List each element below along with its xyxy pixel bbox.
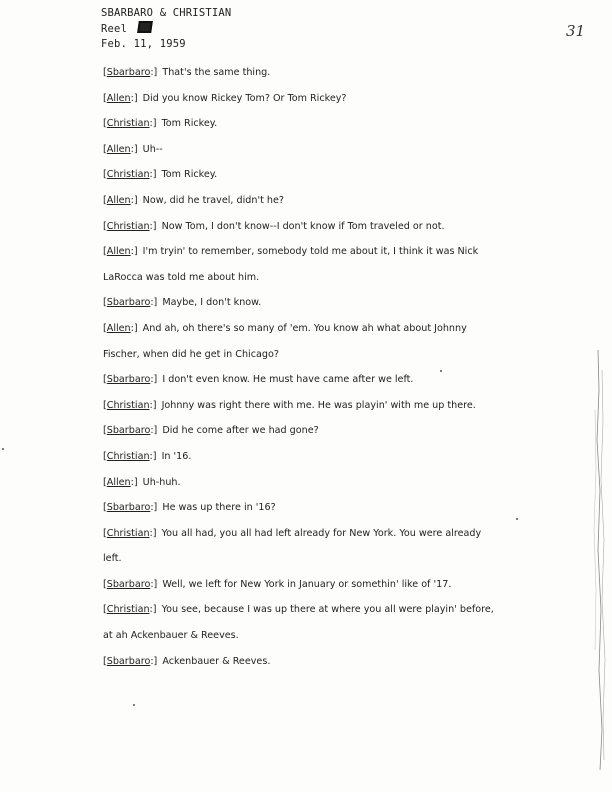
header-title: SBARBARO & CHRISTIAN — [101, 7, 232, 19]
transcript-line — [103, 66, 573, 92]
speaker-name: Allen — [106, 322, 131, 334]
transcript-line — [103, 220, 573, 246]
speaker-tag: [Sbarbaro:] — [103, 425, 161, 437]
speaker-name: Sbarbaro — [106, 297, 151, 309]
utterance-text: Tom Rickey. — [161, 169, 218, 181]
speaker-tag: [Allen:] — [103, 246, 141, 258]
utterance-text: Now, did he travel, didn't he? — [142, 194, 284, 206]
speaker-tag: [Sbarbaro:] — [103, 502, 161, 514]
stray-mark — [516, 518, 518, 520]
header-reel — [101, 21, 231, 37]
speaker-name: Sbarbaro — [106, 374, 151, 386]
speaker-name: Christian — [106, 118, 150, 130]
speaker-tag: [Christian:] — [103, 169, 160, 181]
utterance-text: left. — [103, 553, 122, 565]
transcript-line — [103, 450, 573, 476]
binding-edge-marks — [592, 350, 608, 770]
speaker-name: Christian — [106, 399, 150, 411]
utterance-text: That's the same thing. — [162, 67, 271, 78]
speaker-tag: [Christian:] — [103, 118, 160, 130]
utterance-text: Now Tom, I don't know--I don't know if Tom traveled or not. — [161, 220, 445, 232]
reel-label: Reel — [101, 23, 128, 35]
speaker-name: Sbarbaro — [106, 578, 151, 590]
transcript-line — [103, 271, 573, 297]
transcript-line — [103, 168, 573, 194]
utterance-text: at ah Ackenbauer & Reeves. — [103, 630, 239, 642]
transcript-line — [103, 501, 573, 527]
utterance-text: In '16. — [161, 450, 192, 462]
transcript-line — [103, 322, 573, 348]
transcript-line — [103, 245, 573, 271]
header-date: Feb. 11, 1959 — [101, 38, 186, 50]
speaker-tag: [Christian:] — [103, 604, 160, 616]
speaker-tag: [Allen:] — [103, 476, 141, 488]
utterance-text: I don't even know. He must have came after we left. — [162, 374, 414, 386]
transcript-line — [103, 527, 573, 553]
transcript-line — [103, 655, 573, 681]
utterance-text: Did he come after we had gone? — [162, 425, 319, 437]
speaker-name: Allen — [106, 92, 131, 104]
speaker-tag: [Allen:] — [103, 322, 141, 334]
speaker-tag: [Sbarbaro:] — [103, 655, 161, 667]
transcript-line — [103, 194, 573, 220]
speaker-tag: [Allen:] — [103, 92, 141, 104]
stray-mark — [2, 448, 4, 450]
speaker-tag: [Christian:] — [103, 450, 160, 462]
utterance-text: LaRocca was told me about him. — [103, 271, 260, 283]
transcript-line — [103, 476, 573, 502]
transcript-line — [103, 629, 573, 655]
speaker-name: Sbarbaro — [106, 425, 151, 437]
transcript-line — [103, 92, 573, 118]
document-header — [101, 6, 231, 52]
utterance-text: Uh-huh. — [142, 476, 181, 488]
speaker-tag: [Christian:] — [103, 527, 160, 539]
utterance-text: Well, we left for New York in January or somethin' like of '17. — [162, 578, 452, 590]
speaker-name: Allen — [106, 143, 131, 155]
speaker-name: Allen — [106, 246, 131, 258]
transcript-line — [103, 603, 573, 629]
utterance-text: Ackenbauer & Reeves. — [162, 655, 271, 667]
utterance-text: You all had, you all had left already for New York. You were already — [161, 527, 482, 539]
speaker-name: Sbarbaro — [106, 502, 151, 514]
transcript-body — [103, 66, 573, 680]
utterance-text: And ah, oh there's so many of 'em. You know ah what about Johnny — [142, 322, 467, 334]
speaker-name: Christian — [106, 450, 150, 462]
transcript-line — [103, 143, 573, 169]
utterance-text: Maybe, I don't know. — [162, 297, 262, 309]
utterance-text: I'm tryin' to remember, somebody told me about it, I think it was Nick — [142, 246, 479, 258]
speaker-name: Allen — [106, 194, 131, 206]
transcript-line — [103, 117, 573, 143]
speaker-tag: [Allen:] — [103, 143, 141, 155]
speaker-name: Sbarbaro — [106, 655, 151, 667]
speaker-name: Christian — [106, 604, 150, 616]
utterance-text: Did you know Rickey Tom? Or Tom Rickey? — [142, 92, 347, 104]
utterance-text: Fischer, when did he get in Chicago? — [103, 348, 279, 360]
utterance-text: You see, because I was up there at where you all were playin' before, — [161, 604, 494, 616]
speaker-name: Sbarbaro — [106, 67, 151, 78]
utterance-text: Johnny was right there with me. He was playin' with me up there. — [161, 399, 476, 411]
transcript-line — [103, 552, 573, 578]
transcript-line — [103, 424, 573, 450]
transcript-line — [103, 578, 573, 604]
utterance-text: Tom Rickey. — [161, 118, 218, 130]
stray-mark — [133, 704, 135, 706]
speaker-tag: [Sbarbaro:] — [103, 374, 161, 386]
speaker-tag: [Sbarbaro:] — [103, 578, 161, 590]
transcript-line — [103, 399, 573, 425]
transcript-line — [103, 296, 573, 322]
speaker-name: Christian — [106, 169, 150, 181]
speaker-name: Allen — [106, 476, 131, 488]
speaker-tag: [Allen:] — [103, 194, 141, 206]
speaker-tag: [Christian:] — [103, 399, 160, 411]
speaker-name: Christian — [106, 527, 150, 539]
utterance-text: Uh-- — [142, 143, 163, 155]
utterance-text: He was up there in '16? — [162, 502, 276, 514]
transcript-line — [103, 373, 573, 399]
page-number: 31 — [566, 22, 586, 40]
transcript-line — [103, 348, 573, 374]
speaker-name: Christian — [106, 220, 150, 232]
stray-mark — [440, 370, 442, 372]
speaker-tag: [Sbarbaro:] — [103, 67, 161, 78]
speaker-tag: [Christian:] — [103, 220, 160, 232]
reel-marker-icon — [137, 21, 153, 33]
speaker-tag: [Sbarbaro:] — [103, 297, 161, 309]
